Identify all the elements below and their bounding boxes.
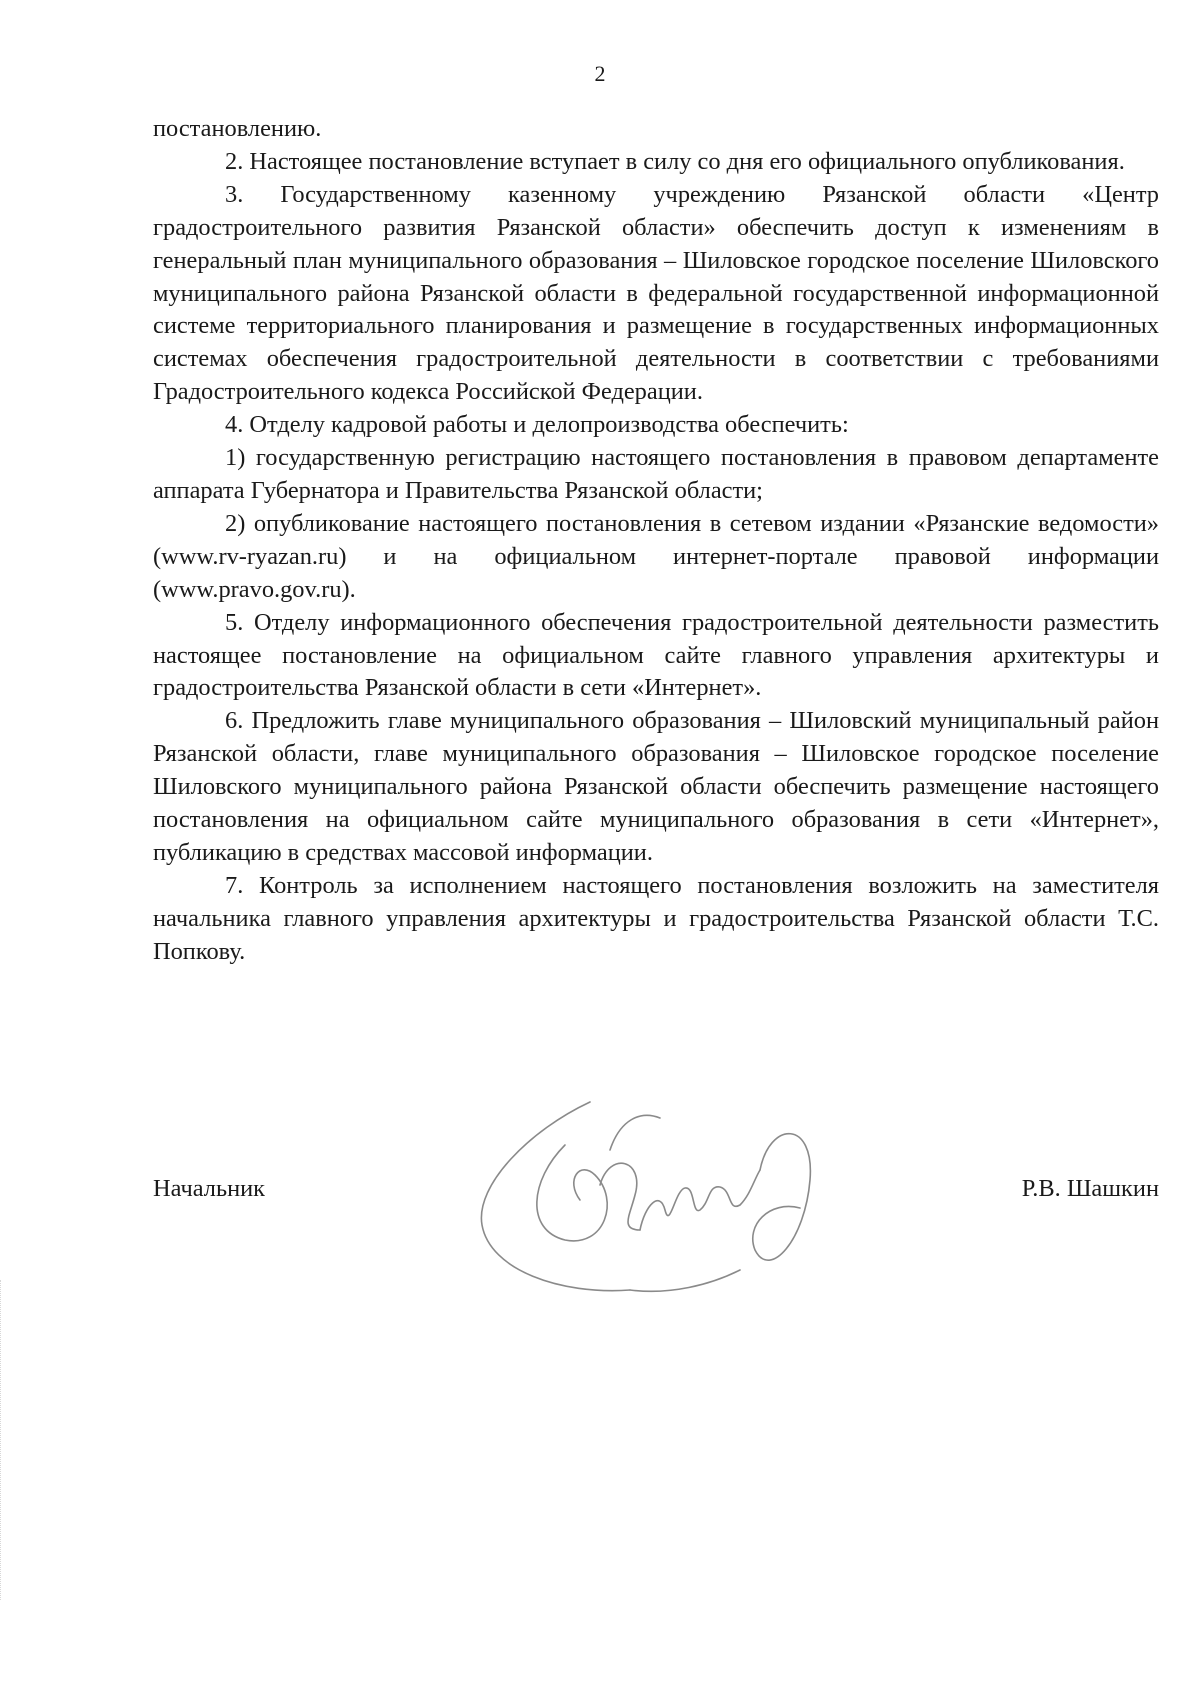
- paragraph-4: 4. Отделу кадровой работы и делопроизводства обеспечить:: [225, 411, 849, 439]
- signatory-title: Начальник: [153, 1175, 266, 1202]
- page-number: 2: [594, 61, 606, 86]
- scan-edge-mark: [0, 1280, 5, 1600]
- paragraph-4-item-2: 2) опубликование настоящего постановления в сетевом издании «Рязанские ведомости» (www.rv-ryazan.ru) и на официальном интернет-портале правовой информации (www.pravo.gov.ru).: [153, 509, 1159, 603]
- signatory-name: Р.В. Шашкин: [1021, 1175, 1159, 1202]
- paragraph-7: 7. Контроль за исполнением настоящего постановления возложить на заместителя начальника главного управления архитектуры и градостроительства Рязанской области Т.С. Попкову.: [153, 871, 1159, 965]
- paragraph-4-item-1: 1) государственную регистрацию настоящего постановления в правовом департаменте аппарата Губернатора и Правительства Рязанской области;: [153, 444, 1159, 504]
- paragraph-6: 6. Предложить главе муниципального образования – Шиловский муниципальный район Рязанской области, главе муниципального образования – Шиловское городское поселение Шиловского муниципального района Рязанской области обеспечить размещение настоящего постановления на официальном сайте муниципального образования в сети «Интернет», публикацию в средствах массовой информации.: [153, 707, 1159, 866]
- document-body: [153, 113, 1159, 969]
- paragraph-3: 3. Государственному казенному учреждению Рязанской области «Центр градостроительного развития Рязанской области» обеспечить доступ к изменениям в генеральный план муниципального образования – Шиловское городское поселение Шиловского муниципального района Рязанской области в федеральной государственной информационной системе территориального планирования и размещение в государственных информационных системах обеспечения градостроительной деятельности в соответствии с требованиями Градостроительного кодекса Российской Федерации.: [153, 180, 1159, 406]
- paragraph-2: 2. Настоящее постановление вступает в силу со дня его официального опубликования.: [225, 147, 1125, 175]
- paragraph-5: 5. Отделу информационного обеспечения градостроительной деятельности разместить настоящее постановление на официальном сайте главного управления архитектуры и градостроительства Рязанской области в сети «Интернет».: [153, 608, 1159, 702]
- continuation-line: постановлению.: [153, 115, 322, 142]
- handwritten-signature: [470, 1090, 830, 1310]
